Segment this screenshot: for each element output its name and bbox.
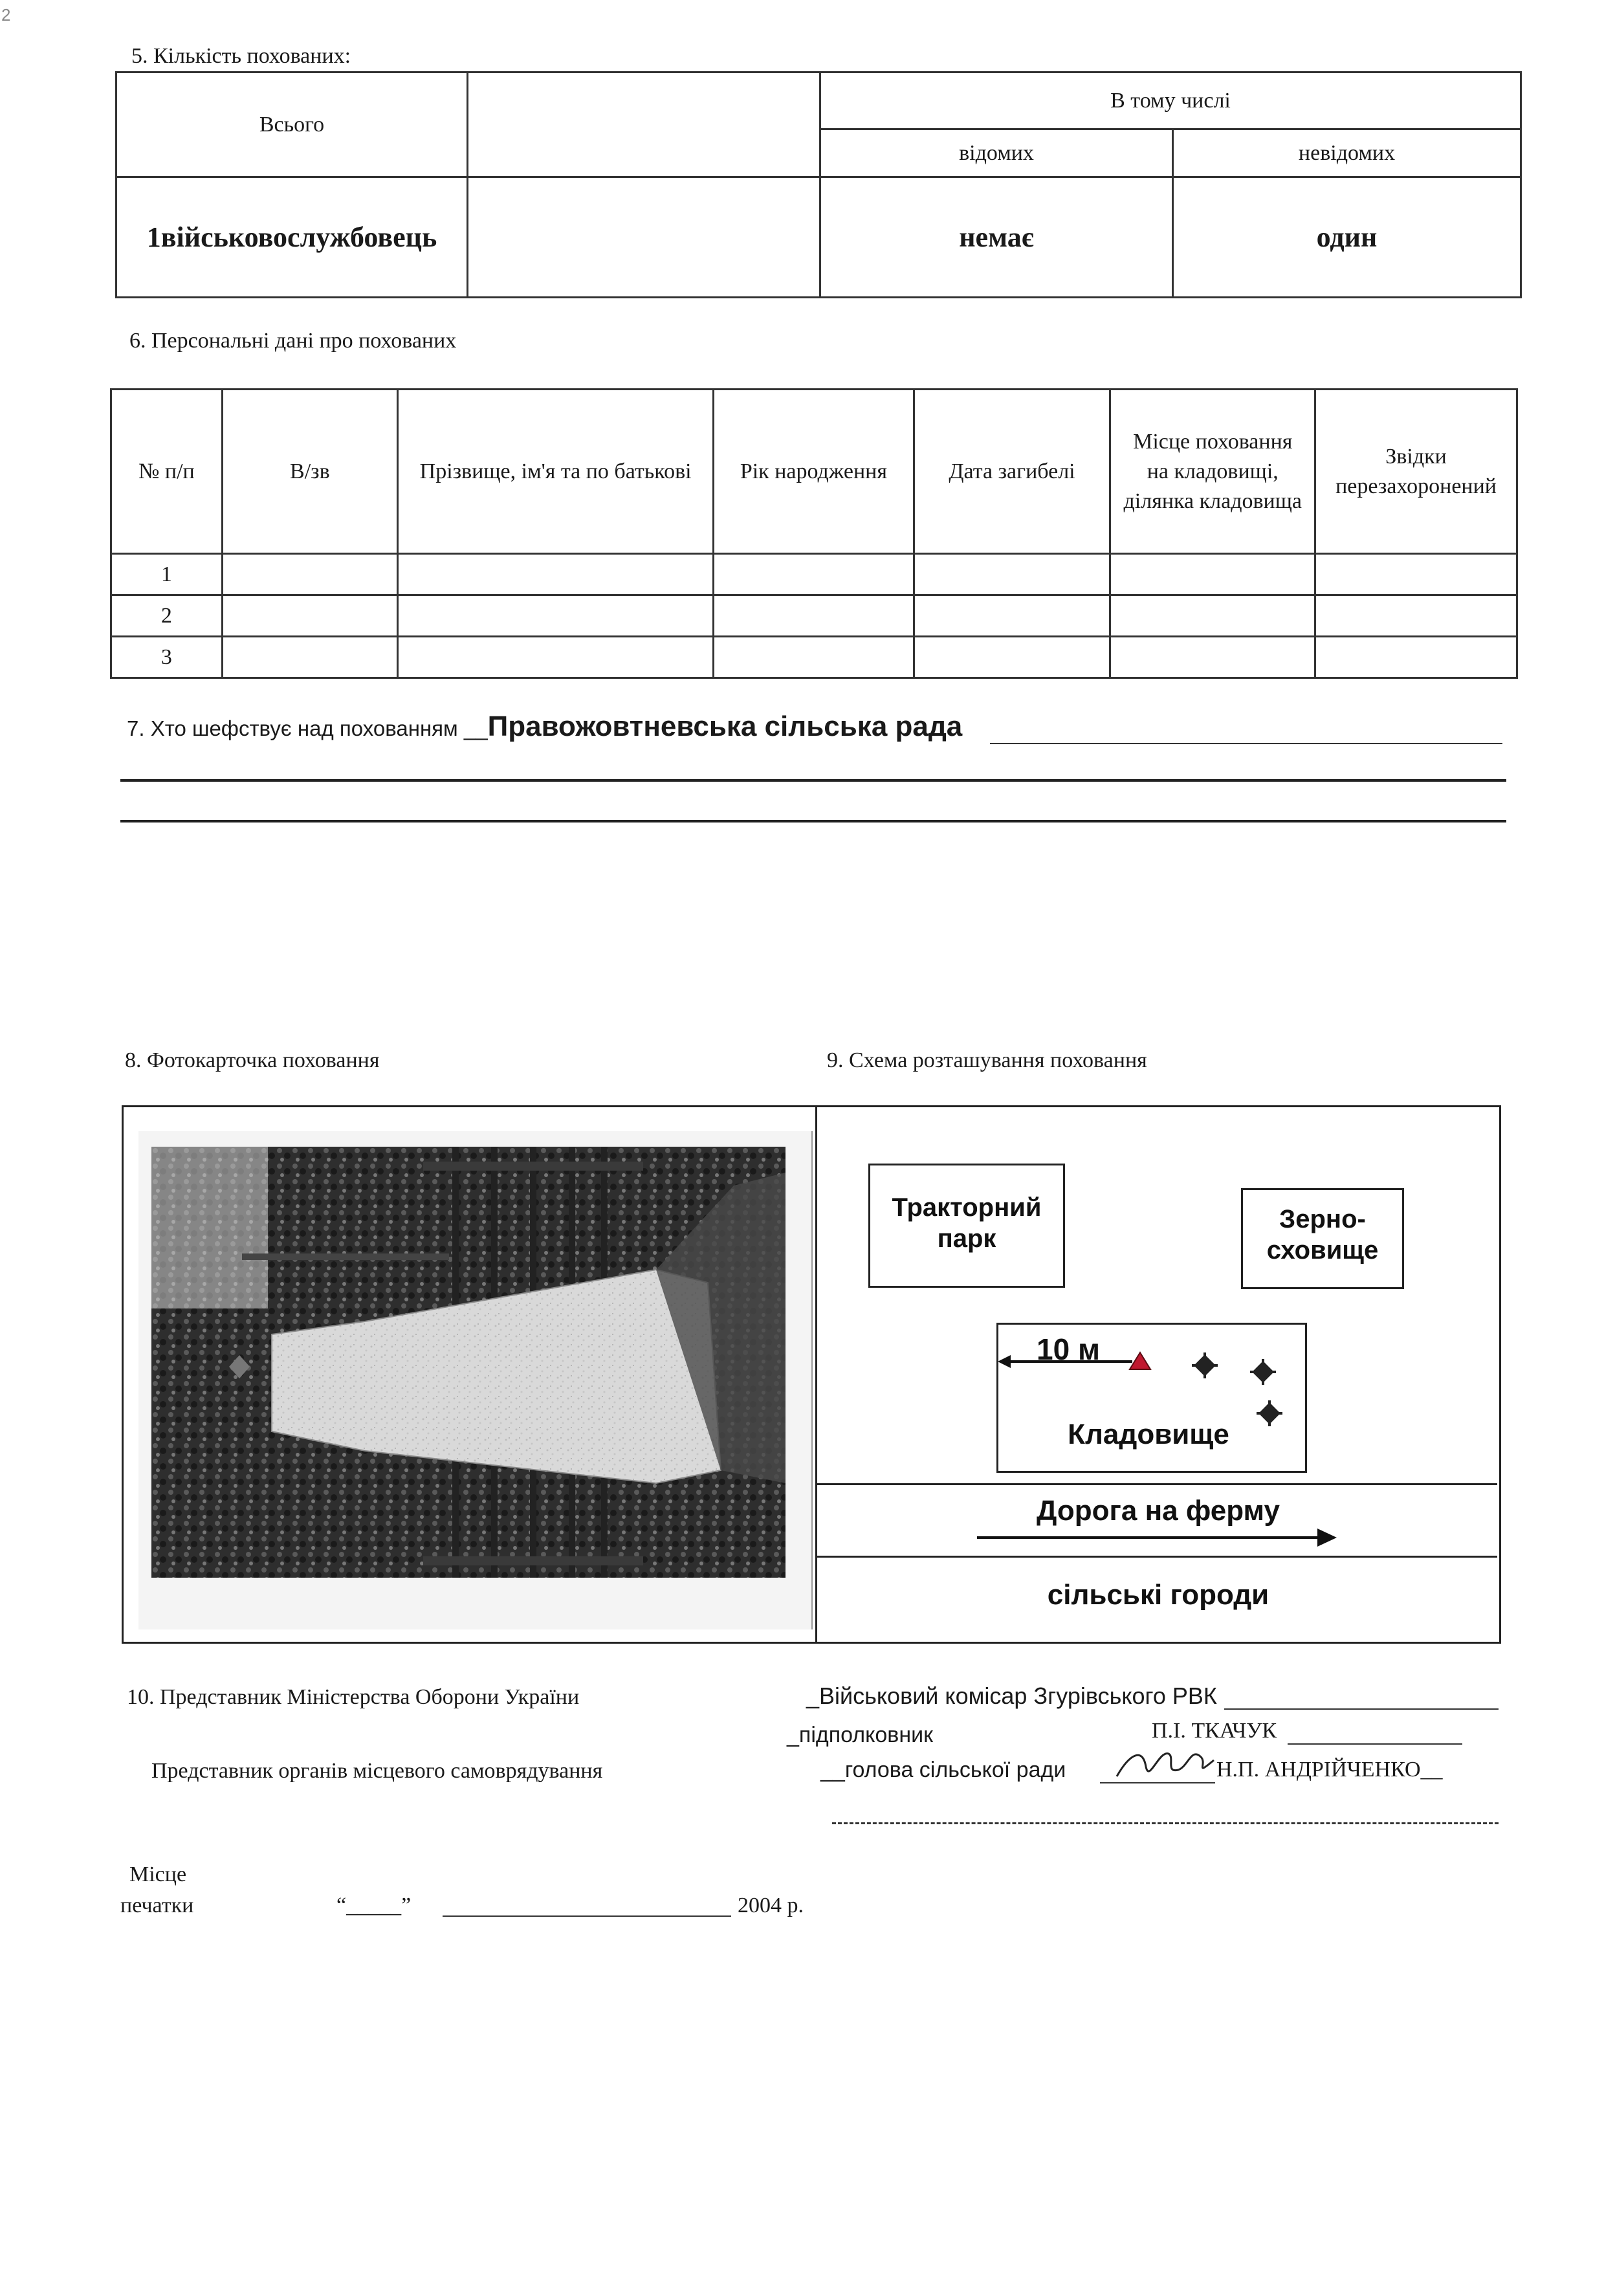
page-marker: 2 — [1, 5, 11, 25]
cell-known: немає — [820, 177, 1173, 298]
cell-total: 1військовослужбовець — [116, 177, 468, 298]
header-blank — [468, 72, 820, 177]
frame-divider — [815, 1105, 817, 1642]
burial-photo — [151, 1147, 786, 1578]
row-number-2: 2 — [111, 595, 223, 637]
patron-value: Правожовтневська сільська рада — [487, 711, 963, 742]
date-month-line — [443, 1915, 731, 1917]
personal-data-table — [110, 388, 1518, 679]
header-total: Всього — [116, 72, 468, 177]
row-number-3: 3 — [111, 637, 223, 678]
signature-image — [1110, 1741, 1220, 1786]
road-label: Дорога на ферму — [1037, 1495, 1280, 1527]
gardens-label: сільські городи — [1047, 1579, 1269, 1611]
stamp-label-1: Місце — [129, 1862, 187, 1886]
section6-title: 6. Персональні дані про похованих — [129, 329, 457, 353]
local-representative-value: __голова сільської ради — [820, 1758, 1066, 1782]
mod-name-line — [1288, 1743, 1462, 1745]
cemetery-label: Кладовище — [1068, 1418, 1229, 1450]
burial-marker-icon — [1130, 1352, 1150, 1369]
grave-cross-icons — [1192, 1352, 1282, 1426]
section7-rule-1 — [120, 779, 1506, 782]
mod-rank: _підполковник — [787, 1723, 933, 1747]
section10-dashed-line — [832, 1822, 1499, 1824]
section7-line — [127, 711, 962, 743]
row-number-1: 1 — [111, 554, 223, 595]
header-including: В тому числі — [820, 72, 1521, 129]
section7-label: 7. Хто шефствує над похованням __ — [127, 716, 488, 740]
date-year: 2004 р. — [738, 1893, 804, 1917]
section8-title: 8. Фотокарточка поховання — [125, 1048, 380, 1072]
col-reburied-from: Звідки перезахоронений — [1315, 390, 1517, 554]
granary-label-1: Зерно- — [1279, 1205, 1366, 1233]
section7-rule-2 — [120, 820, 1506, 822]
section9-title: 9. Схема розташування поховання — [827, 1048, 1147, 1072]
col-rank: В/зв — [222, 390, 397, 554]
gardens-top-line — [817, 1556, 1497, 1558]
cell-unknown: один — [1173, 177, 1521, 298]
mod-name: П.І. ТКАЧУК — [1152, 1719, 1277, 1743]
stamp-label-2: печатки — [120, 1893, 194, 1917]
col-death-date: Дата загибелі — [914, 390, 1110, 554]
section5-title: 5. Кількість похованих: — [131, 44, 351, 68]
tractor-park-label: Тракторний парк — [892, 1193, 1042, 1253]
col-birth-year: Рік народження — [714, 390, 914, 554]
local-name: Н.П. АНДРІЙЧЕНКО__ — [1216, 1758, 1443, 1782]
section7-fill-line — [990, 743, 1502, 744]
mod-representative-label: 10. Представник Міністерства Оборони України — [127, 1685, 580, 1709]
col-name: Прізвище, ім'я та по батькові — [397, 390, 713, 554]
header-unknown: невідомих — [1173, 129, 1521, 177]
local-representative-label: Представник органів місцевого самоврядування — [151, 1759, 603, 1783]
road-arrow-icon — [977, 1525, 1339, 1551]
distance-label: 10 м — [1037, 1332, 1100, 1366]
date-day: “_____” — [336, 1893, 412, 1917]
road-top-line — [817, 1483, 1497, 1485]
col-burial-place: Місце поховання на кладовищі, ділянка кладовища — [1110, 390, 1315, 554]
mod-representative-value: _Військовий комісар Згурівського РВК — [806, 1683, 1217, 1709]
header-known: відомих — [820, 129, 1173, 177]
burial-photo-image — [151, 1147, 786, 1578]
cell-blank — [468, 177, 820, 298]
burials-count-table — [115, 71, 1522, 298]
col-number: № п/п — [111, 390, 223, 554]
mod-fill-line — [1224, 1708, 1499, 1710]
granary-label-2: сховище — [1266, 1236, 1379, 1264]
